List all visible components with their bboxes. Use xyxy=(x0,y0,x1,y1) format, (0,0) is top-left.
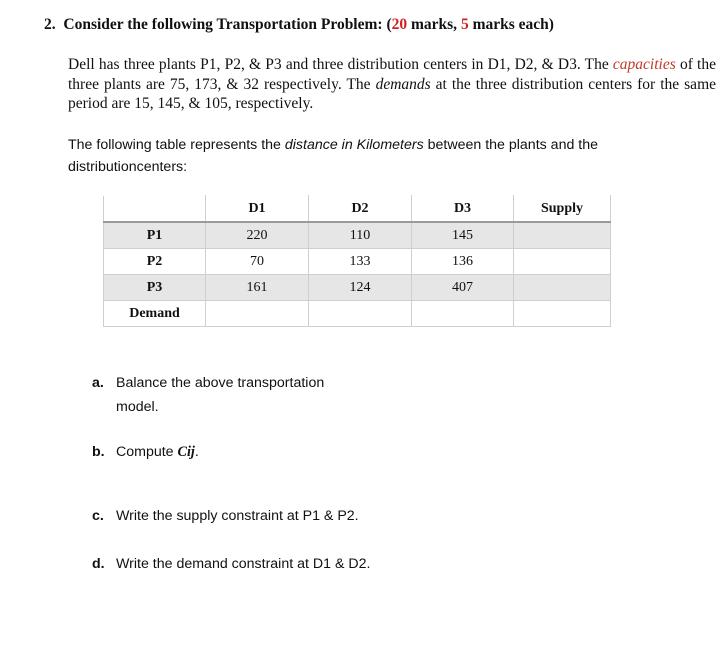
marks-suffix: marks each) xyxy=(468,16,554,33)
table-cell xyxy=(412,301,514,327)
table-cell xyxy=(514,275,611,301)
header-cell-empty xyxy=(104,196,206,223)
part-a xyxy=(92,371,346,419)
table-cell: 110 xyxy=(309,222,412,249)
table-cell xyxy=(514,249,611,275)
table-cell: 407 xyxy=(412,275,514,301)
part-c xyxy=(92,504,359,528)
table-row xyxy=(104,275,611,301)
marks-each: 5 xyxy=(460,16,469,33)
part-c-label: c. xyxy=(92,508,104,524)
part-d xyxy=(92,552,370,576)
question-title: Consider the following Transportation Problem: ( xyxy=(63,16,392,33)
question-number: 2. xyxy=(44,16,56,33)
part-a-text: Balance the above transportation model. xyxy=(116,375,325,415)
table-cell xyxy=(309,301,412,327)
row-label: Demand xyxy=(104,301,206,327)
part-d-label: d. xyxy=(92,556,105,572)
table-cell xyxy=(206,301,309,327)
row-label: P3 xyxy=(104,275,206,301)
paragraph-capacities: capacities xyxy=(612,56,676,73)
paragraph-text-3: at the three distribution centers for the same period are 15, 145, & 105, respectively. xyxy=(68,75,717,112)
paragraph-text-1: Dell has three plants P1, P2, & P3 and three distribution centers in D1, D2, & D3. The xyxy=(68,56,613,73)
problem-paragraph xyxy=(68,55,716,114)
part-b-text: Compute xyxy=(116,444,178,460)
table-row xyxy=(104,222,611,249)
row-label: P2 xyxy=(104,249,206,275)
table-intro-text-1: The following table represents the xyxy=(68,137,285,153)
distance-table xyxy=(103,195,611,327)
part-b-label: b. xyxy=(92,444,105,460)
table-cell: 133 xyxy=(309,249,412,275)
table-cell: 220 xyxy=(206,222,309,249)
table-cell: 70 xyxy=(206,249,309,275)
header-cell-d3: D3 xyxy=(412,196,514,223)
marks-total: 20 xyxy=(391,16,408,33)
paragraph-demands: demands xyxy=(375,75,431,93)
part-a-label: a. xyxy=(92,375,104,391)
row-label: P1 xyxy=(104,222,206,249)
part-b-symbol: Cij xyxy=(177,444,195,460)
table-header-row xyxy=(104,196,611,223)
table-intro xyxy=(68,134,688,178)
part-d-text: Write the demand constraint at D1 & D2. xyxy=(116,556,371,572)
table-row xyxy=(104,249,611,275)
table-row xyxy=(104,301,611,327)
paragraph-text-2: of the three plants are 75, 173, & 32 respectively. The xyxy=(68,56,716,93)
part-c-text: Write the supply constraint at P1 & P2. xyxy=(116,508,359,524)
table-cell: 161 xyxy=(206,275,309,301)
question-heading xyxy=(44,16,554,34)
table-intro-italic: distance in Kilometers xyxy=(284,137,424,153)
part-b xyxy=(92,440,199,464)
part-b-after: . xyxy=(194,444,199,460)
header-cell-d1: D1 xyxy=(206,196,309,223)
table-intro-text-2: between the plants and the distributioncenters: xyxy=(68,137,599,175)
header-cell-supply: Supply xyxy=(514,196,611,223)
table-cell: 136 xyxy=(412,249,514,275)
table-cell: 145 xyxy=(412,222,514,249)
table-cell xyxy=(514,222,611,249)
table-cell: 124 xyxy=(309,275,412,301)
header-cell-d2: D2 xyxy=(309,196,412,223)
marks-mid: marks, xyxy=(407,16,461,33)
table-cell xyxy=(514,301,611,327)
